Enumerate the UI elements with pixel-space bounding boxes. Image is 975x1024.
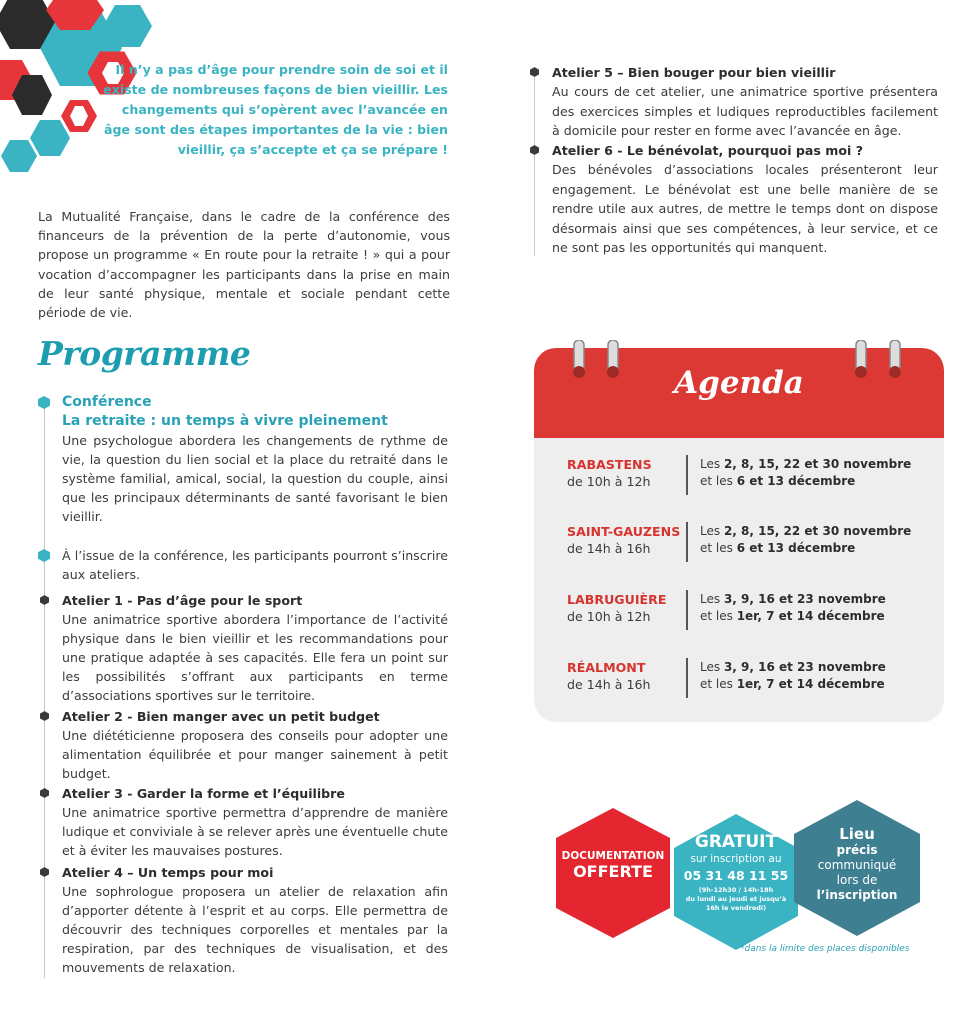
- agenda-row: [534, 523, 944, 573]
- after-conference-text: À l’issue de la conférence, les participants pourront s’inscrire aux ateliers.: [62, 548, 448, 582]
- dates-prefix: Les: [700, 524, 724, 538]
- hexagon-bullet-icon: [38, 549, 50, 562]
- hexagon-bullet-icon: [38, 396, 50, 409]
- atelier-6-block: [552, 141, 938, 258]
- agenda-city: LABRUGUIÈRE: [567, 592, 667, 607]
- atelier-1-block: [62, 591, 448, 705]
- agenda-dates: [700, 659, 886, 693]
- dates-days: 2, 8, 15, 22 et 30 novembre: [723, 457, 912, 471]
- agenda-row: [534, 456, 944, 506]
- hexagon-bullet-icon: [40, 595, 49, 605]
- phone-number: 05 31 48 11 55: [683, 868, 789, 883]
- agenda-header: [534, 348, 944, 438]
- atelier-text: Une sophrologue proposera un atelier de relaxation afin d’apporter détente à l’esprit et au corps. Elle permettra de découvrir des techniques corporelles et mentales par la respiration, par des techniques de visualisation, et des mouvements de relaxation.: [62, 884, 448, 975]
- agenda-separator: [686, 590, 688, 630]
- agenda-row: [534, 659, 944, 709]
- dates-prefix: Les: [700, 457, 724, 471]
- atelier-title: Atelier 5 – Bien bouger pour bien vieillir: [552, 65, 836, 80]
- dates-prefix: Les: [700, 592, 724, 606]
- atelier-title: Atelier 6 - Le bénévolat, pourquoi pas moi ?: [552, 143, 864, 158]
- dates-prefix: et les: [700, 474, 737, 488]
- phone-hours-2: du lundi au jeudi et jusqu’à: [685, 895, 787, 903]
- agenda-city: SAINT-GAUZENS: [567, 524, 681, 539]
- agenda-dates: [700, 523, 911, 557]
- dates-prefix: et les: [700, 609, 737, 623]
- agenda-card: [534, 348, 944, 722]
- agenda-calendar: [534, 344, 944, 722]
- intro-paragraph: La Mutualité Française, dans le cadre de la conférence des financeurs de la prévention de la perte d’autonomie, vous propose un programme « En route pour la retraite ! » qui a pour vocation d’accompagner les participants dans la prise en main de leur santé physique, mentale et sociale pendant cette période de vie.: [38, 209, 450, 321]
- conference-text: Une psychologue abordera les changements de rythme de vie, la question du lien social et la place du retraité dans le système familial, amical, social, la question du couple, ainsi que les principaux déterminants de santé favorisant le bien vieillir.: [62, 433, 448, 524]
- dates-days: 1er, 7 et 14 décembre: [736, 677, 885, 691]
- atelier-text: Au cours de cet atelier, une animatrice sportive présentera des exercices simples et ludiques reproductibles facilement à domicile pour rester en forme avec l’avancée en âge.: [552, 84, 938, 139]
- atelier-4-block: [62, 863, 448, 977]
- lieu-line4: lors de: [836, 873, 878, 887]
- agenda-hours: de 14h à 16h: [567, 541, 651, 556]
- agenda-separator: [686, 522, 688, 562]
- lieu-line5: l’inscription: [816, 888, 898, 902]
- phone-hours-1: (9h-12h30 / 14h-18h: [698, 886, 774, 894]
- atelier-text: Une animatrice sportive permettra d’apprendre de manière ludique et conviviale à se relever après une éventuelle chute et à éviter les mauvaises postures.: [62, 805, 448, 858]
- agenda-dates: [700, 456, 911, 490]
- dates-prefix: et les: [700, 677, 737, 691]
- agenda-hours: de 14h à 16h: [567, 677, 651, 692]
- atelier-3-block: [62, 784, 448, 860]
- atelier-title: Atelier 2 - Bien manger avec un petit budget: [62, 709, 380, 724]
- calendar-ring-icon: [570, 340, 588, 380]
- hexagon-bullet-icon: [40, 788, 49, 798]
- documentation-line1: DOCUMENTATION: [561, 850, 665, 862]
- dates-days: 3, 9, 16 et 23 novembre: [723, 592, 886, 606]
- phone-hours-3: 16h le vendredi): [705, 904, 767, 912]
- inscription-label: sur inscription au: [690, 853, 782, 865]
- agenda-row: [534, 591, 944, 641]
- timeline-left: [44, 400, 45, 978]
- conference-title: La retraite : un temps à vivre pleinement: [62, 413, 388, 429]
- programme-title: Programme: [38, 334, 251, 373]
- conference-label: Conférence: [62, 394, 152, 410]
- gratuit-label: GRATUIT: [694, 832, 778, 852]
- dates-days: 3, 9, 16 et 23 novembre: [723, 660, 886, 674]
- dates-days: 2, 8, 15, 22 et 30 novembre: [723, 524, 912, 538]
- disclaimer: *dans la limite des places disponibles: [740, 944, 910, 954]
- agenda-separator: [686, 658, 688, 698]
- agenda-separator: [686, 455, 688, 495]
- calendar-ring-icon: [852, 340, 870, 380]
- agenda-city: RÉALMONT: [567, 660, 646, 675]
- conference-block: [62, 393, 448, 526]
- after-conference-block: [62, 546, 448, 584]
- atelier-5-block: [552, 63, 938, 141]
- hexagon-bullet-icon: [530, 145, 539, 155]
- hexagon-bullet-icon: [530, 67, 539, 77]
- calendar-ring-icon: [604, 340, 622, 380]
- atelier-title: Atelier 4 – Un temps pour moi: [62, 865, 274, 880]
- lieu-badge: [790, 826, 924, 903]
- hex-teal-bottom: [30, 120, 70, 156]
- atelier-text: Une diététicienne proposera des conseils pour adopter une alimentation équilibrée et pour manger sainement à petit budget.: [62, 728, 448, 781]
- agenda-title: Agenda: [674, 365, 804, 401]
- agenda-city: RABASTENS: [567, 457, 652, 472]
- agenda-hours: de 10h à 12h: [567, 474, 651, 489]
- atelier-title: Atelier 1 - Pas d’âge pour le sport: [62, 593, 303, 608]
- lieu-line1: Lieu: [839, 825, 875, 843]
- hex-teal-bottom2: [1, 140, 37, 172]
- lieu-line3: communiqué: [817, 858, 897, 872]
- dates-days: 1er, 7 et 14 décembre: [736, 609, 885, 623]
- hexagon-bullet-icon: [40, 867, 49, 877]
- dates-days: 6 et 13 décembre: [736, 541, 856, 555]
- timeline-right: [534, 70, 535, 256]
- atelier-2-block: [62, 707, 448, 783]
- lieu-line2: précis: [836, 843, 878, 857]
- intro-text: Il n’y a pas d’âge pour prendre soin de soi et il existe de nombreuses façons de bien vieillir. Les changements qui s’opèrent avec l’avancée en âge sont des étapes importantes de la vie : bien vieillir, ça s’accepte et ça se prépare !: [103, 62, 448, 157]
- dates-prefix: Les: [700, 660, 724, 674]
- agenda-dates: [700, 591, 886, 625]
- documentation-badge: [552, 850, 674, 881]
- gratuit-badge: [670, 832, 802, 913]
- hexagon-bullet-icon: [40, 711, 49, 721]
- atelier-text: Une animatrice sportive abordera l’importance de l’activité physique dans le bien vieillir et les recommandations pour une pratique adaptée à ses capacités. Elle fera un point sur les possibilités s’offrant aux participants en terme d’associations sportives sur le territoire.: [62, 612, 448, 703]
- calendar-ring-icon: [886, 340, 904, 380]
- agenda-hours: de 10h à 12h: [567, 609, 651, 624]
- atelier-title: Atelier 3 - Garder la forme et l’équilibre: [62, 786, 345, 801]
- dates-days: 6 et 13 décembre: [736, 474, 856, 488]
- documentation-line2: OFFERTE: [573, 862, 653, 881]
- dates-prefix: et les: [700, 541, 737, 555]
- atelier-text: Des bénévoles d’associations locales présenteront leur engagement. Le bénévolat est une belle manière de se rendre utile aux autres, de mettre le temps dont on dispose désormais ainsi que ses compétences, à leur service, et ce ne sont pas les opportunités qui manquent.: [552, 162, 938, 256]
